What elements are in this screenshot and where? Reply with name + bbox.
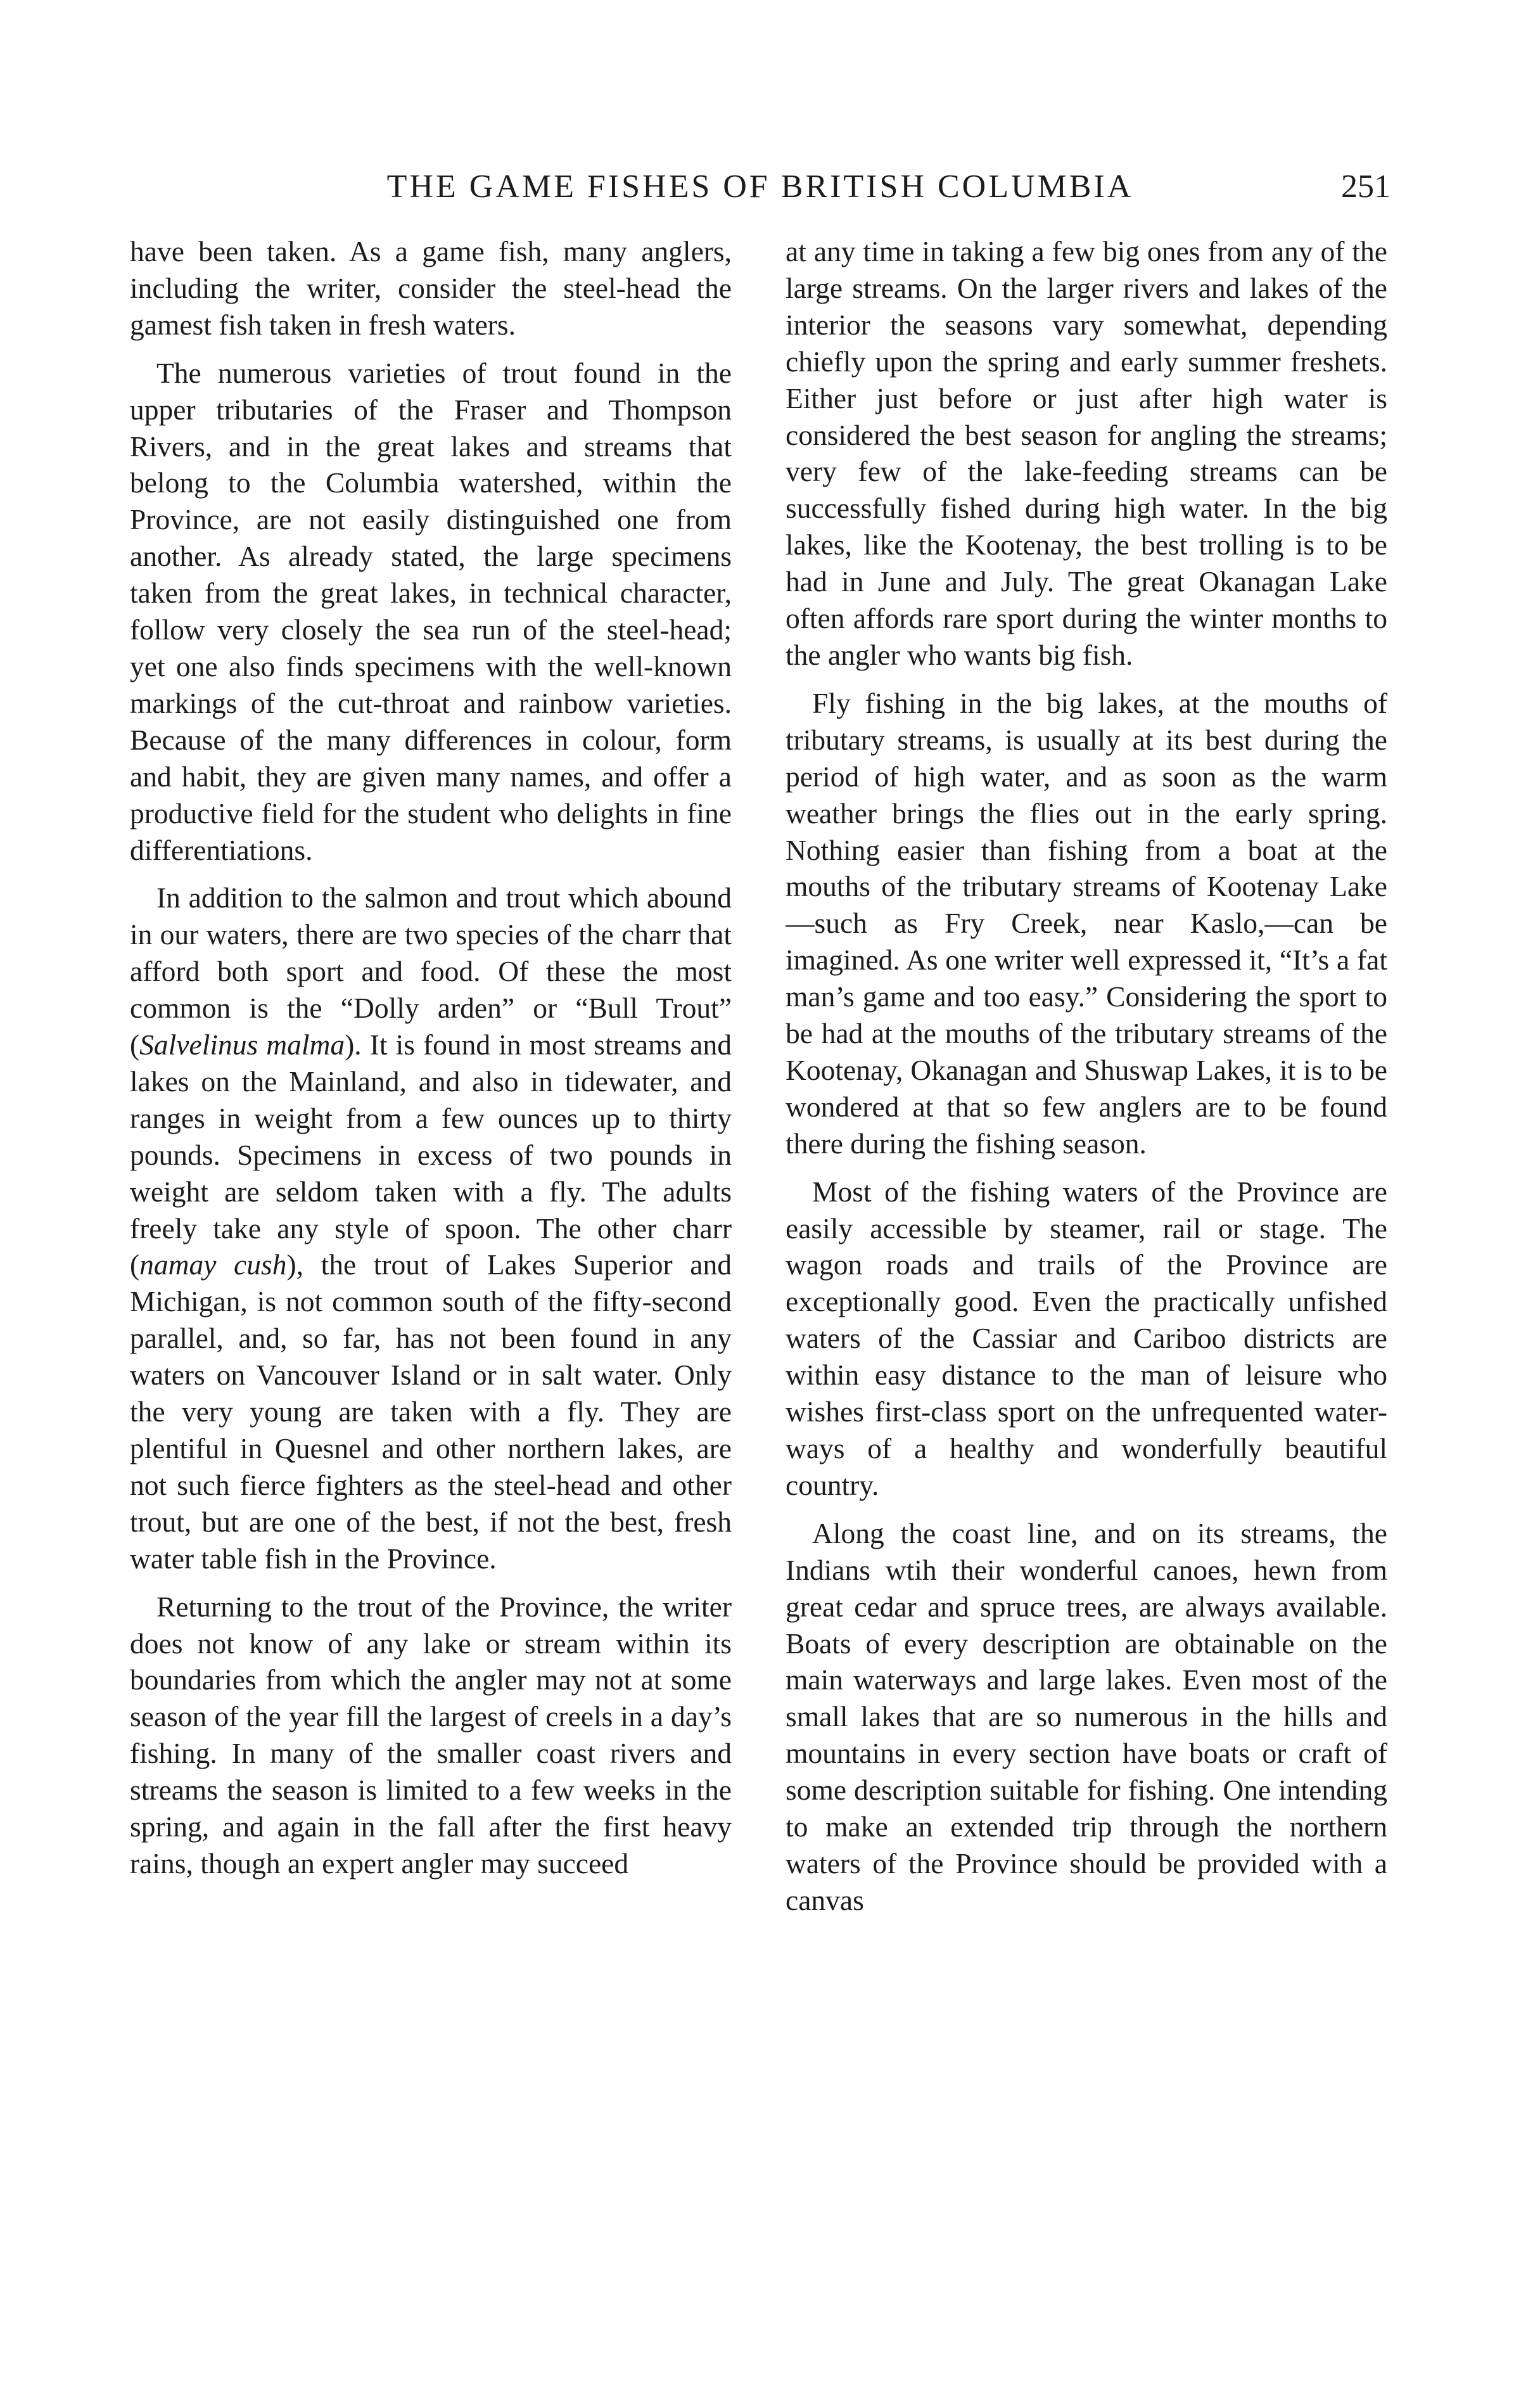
species-name: Salvelinus malma (139, 1028, 345, 1061)
right-column (786, 233, 1387, 2261)
paragraph: Fly fishing in the big lakes, at the mouths of tributary streams, is usually at its best during the period of high water, and as soon as the warm weather brings the flies out in the early spring. Nothing easier than fishing from a boat at the mouths of the tributary streams of Kootenay Lake—such as Fry Creek, near Kaslo,—can be imagined. As one writer well expressed it, “It’s a fat man’s game and too easy.” Considering the sport to be had at the mouths of the tributary streams of the Kootenay, Okanagan and Shuswap Lakes, it is to be wondered at that so few anglers are to be found there during the fishing season. (786, 686, 1387, 1160)
paragraph: at any time in taking a few big ones from any of the large streams. On the larger rivers and lakes of the interior the seasons vary somewhat, depending chiefly upon the spring and early summer freshets. Either just before or just after high water is considered the best season for angling the streams; very few of the lake-feeding streams can be successfully fished during high water. In the big lakes, like the Kootenay, the best trolling is to be had in June and July. The great Okanagan Lake often affords rare sport during the winter months to the angler who wants big fish. (786, 235, 1387, 671)
left-column (130, 233, 732, 2261)
paragraph (130, 880, 732, 1577)
page-number: 251 (1341, 169, 1391, 205)
text-run: ), the trout of Lakes Superior and Michigan, is not common south of the fifty-second parallel, and, so far, has not been found in any waters on Vancouver Island or in salt water. Only the very young are taken with a fly. They are plentiful in Quesnel and other northern lakes, are not such fierce fighters as the steel-head and other trout, but are one of the best, if not the best, fresh water table fish in the Province. (130, 1248, 732, 1575)
paragraph: Along the coast line, and on its streams, the Indians wtih their wonderful canoes, hewn from great cedar and spruce trees, are always available. Boats of every description are obtainable on the main waterways and large lakes. Even most of the small lakes that are so numerous in the hills and mountains in every section have boats or craft of some description suitable for fishing. One intending to make an extended trip through the northern waters of the Province should be provided with a canvas (786, 1516, 1387, 1916)
paragraph: Most of the fishing waters of the Province are easily accessible by steamer, rail or stage. The wagon roads and trails of the Province are exceptionally good. Even the practically unfished waters of the Cassiar and Cariboo districts are within easy distance to the man of leisure who wishes first-class sport on the unfrequented water-ways of a healthy and wonderfully beautiful country. (786, 1175, 1387, 1501)
text-run: ). It is found in most streams and lakes on the Mainland, and also in tidewater, and ranges in weight from a few ounces up to thirty pounds. Specimens in excess of two pounds in weight are seldom taken with a fly. The adults freely take any style of spoon. The other charr ( (130, 1028, 732, 1281)
paragraph: have been taken. As a game fish, many anglers, including the writer, consider the steel-head the gamest fish taken in fresh waters. (130, 235, 732, 341)
running-title: THE GAME FISHES OF BRITISH COLUMBIA (386, 169, 1134, 205)
species-name: namay cush (139, 1248, 287, 1281)
text-run: In addition to the salmon and trout which abound in our waters, there are two species of the charr that afford both sport and food. Of these the most common is the “Dolly arden” or “Bull Trout” ( (130, 881, 732, 1061)
paragraph: The numerous varieties of trout found in the upper tributaries of the Fraser and Thompson Rivers, and in the great lakes and streams that belong to the Columbia watershed, within the Province, are not easily distinguished one from another. As already stated, the large specimens taken from the great lakes, in technical character, follow very closely the sea run of the steel-head; yet one also finds specimens with the well-known markings of the cut-throat and rainbow varieties. Because of the many differences in colour, form and habit, they are given many names, and offer a productive field for the student who delights in fine differentiations. (130, 356, 732, 866)
paragraph: Returning to the trout of the Province, the writer does not know of any lake or stream within its boundaries from which the angler may not at some season of the year fill the largest of creels in a day’s fishing. In many of the smaller coast rivers and streams the season is limited to a few weeks in the spring, and again in the fall after the first heavy rains, though an expert angler may succeed (130, 1590, 732, 1880)
running-head (130, 162, 1391, 212)
